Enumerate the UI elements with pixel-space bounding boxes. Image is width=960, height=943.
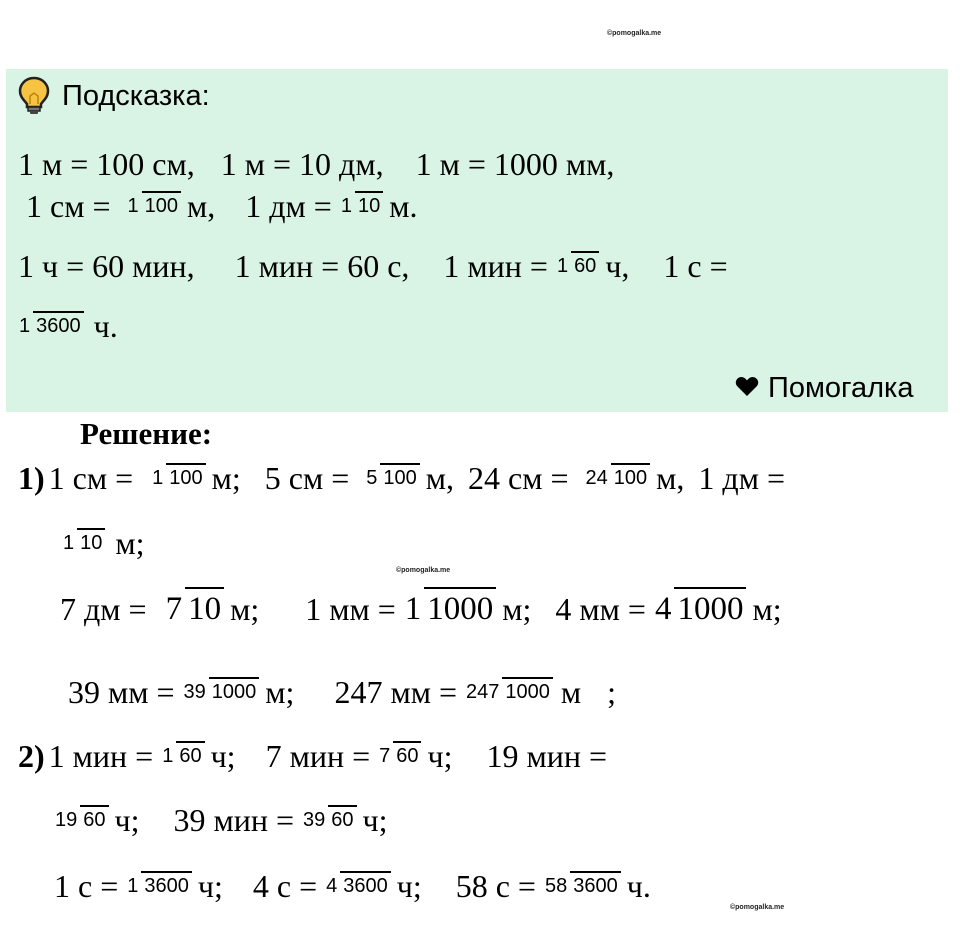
solution-heading: Решение: (80, 416, 213, 451)
fraction: 39 60 (300, 810, 357, 831)
fraction: 1 1000 (402, 592, 497, 627)
fraction: 1 3600 (124, 876, 192, 897)
fraction: 24 100 (583, 468, 651, 489)
hint-line-4: 1 3600 ч. (10, 310, 118, 342)
part2-row1: 2) 1 мин = 1 60 ч; 7 мин = 7 60 ч; 19 мин = (18, 738, 608, 774)
part2-row3: 1 с = 1 3600 ч; 4 с = 4 3600 ч; 58 с = 58 3600 ч. (54, 868, 651, 904)
fraction: 7 60 (376, 746, 421, 767)
fraction: 1 3600 (16, 316, 84, 337)
fraction: 4 3600 (323, 876, 391, 897)
fraction: 1 60 (159, 746, 204, 767)
lightbulb-icon (17, 76, 51, 116)
watermark-top: ©pomogalka.me (607, 30, 662, 37)
part1-label: 1) (18, 460, 45, 496)
fraction: 1 100 (149, 468, 206, 489)
part2-row2: 19 60 ч; 39 мин = 39 60 ч; (46, 804, 388, 836)
fraction: 39 1000 (181, 682, 260, 703)
part1-row4: 39 мм = 39 1000 м; 247 мм = 247 1000 м ; (68, 674, 616, 710)
hint-title: Подсказка: (62, 80, 210, 112)
brand-name: Помогалка (768, 372, 914, 404)
fraction: 1 100 (125, 196, 182, 217)
fraction: 1 60 (554, 256, 599, 277)
part1-row2: 1 10 м; (54, 527, 145, 559)
hint-line-3: 1 ч = 60 мин, 1 мин = 60 с, 1 мин = 1 60 ч, 1 с = (18, 248, 728, 284)
watermark-bottom: ©pomogalka.me (730, 904, 785, 911)
fraction: 4 1000 (652, 592, 747, 627)
part1-row1: 1) 1 см = 1 100 м; 5 см = 5 100 м, 24 см = 24 100 м, 1 дм = (18, 460, 785, 496)
fraction: 1 10 (338, 196, 383, 217)
part2-label: 2) (18, 738, 45, 774)
fraction: 247 1000 (463, 682, 553, 703)
hint-line-2: 1 см = 1 100 м, 1 дм = 1 10 м. (26, 188, 418, 224)
heart-icon (735, 377, 759, 397)
fraction: 1 10 (60, 533, 105, 554)
hint-box (6, 69, 948, 412)
fraction: 5 100 (363, 468, 420, 489)
hint-line-1: 1 м = 100 см, 1 м = 10 дм, 1 м = 1000 мм, (18, 146, 615, 182)
part1-row3: 7 дм = 7 10 м; 1 мм = 1 1000 м; 4 мм = 4 1000 м; (60, 592, 782, 627)
fraction: 19 60 (52, 810, 109, 831)
fraction: 7 10 (163, 592, 225, 627)
fraction: 58 3600 (542, 876, 621, 897)
watermark-middle: ©pomogalka.me (396, 567, 451, 574)
